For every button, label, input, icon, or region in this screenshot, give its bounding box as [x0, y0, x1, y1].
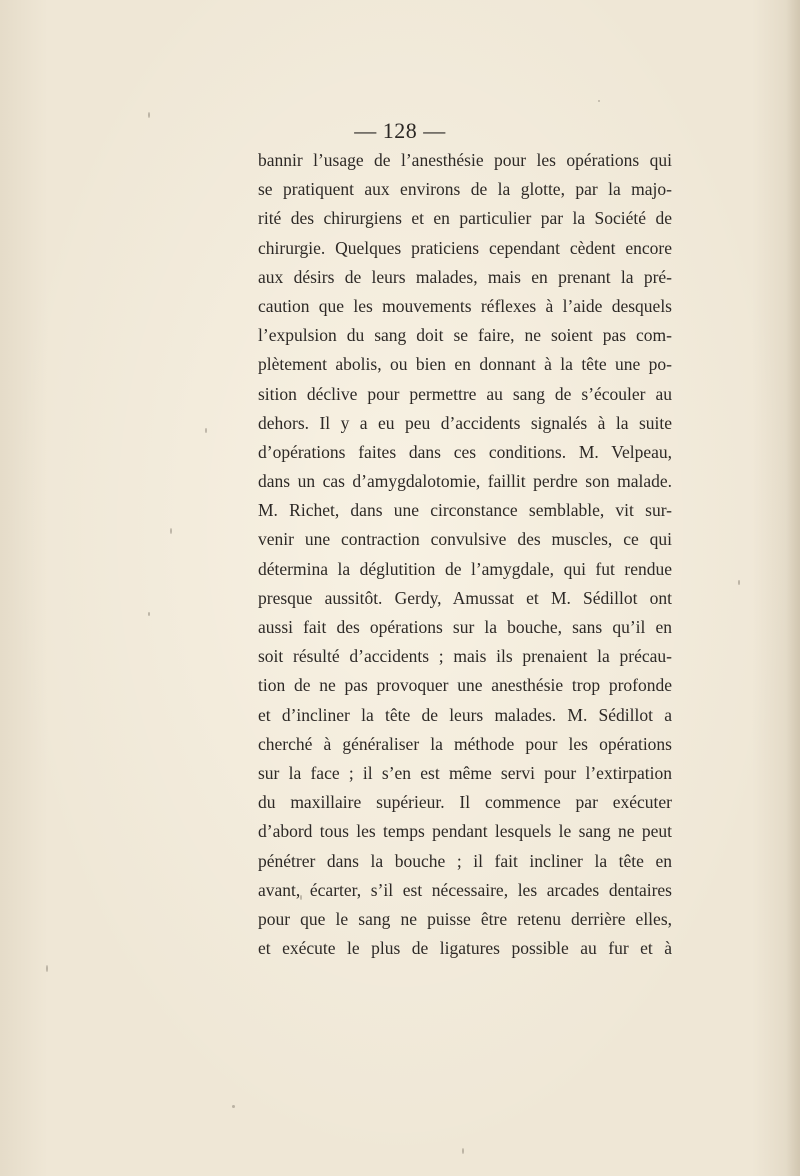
text-line: sition déclive pour permettre au sang de s’écouler au: [258, 383, 672, 404]
paper-speck: [205, 428, 207, 433]
page-number: — 128 —: [354, 118, 446, 143]
text-line: cherché à généraliser la méthode pour les opérations: [258, 733, 672, 754]
text-line: chirurgie. Quelques praticiens cependant cèdent encore: [258, 237, 672, 258]
text-line: se pratiquent aux environs de la glotte, par la majo-: [258, 179, 672, 200]
text-line: d’opérations faites dans ces conditions. M. Velpeau,: [258, 441, 672, 462]
body-text: [258, 146, 672, 963]
text-line: et exécute le plus de ligatures possible au fur et à: [258, 938, 672, 959]
paper-speck: [300, 895, 302, 900]
text-line: venir une contraction convulsive des muscles, ce qui: [258, 529, 672, 550]
paper-speck: [148, 612, 150, 616]
text-line: pénétrer dans la bouche ; il fait incliner la tête en: [258, 850, 672, 871]
text-line: caution que les mouvements réflexes à l’aide desquels: [258, 295, 672, 316]
text-line: dans un cas d’amygdalotomie, faillit perdre son malade.: [258, 471, 672, 492]
paper-speck: [738, 580, 740, 585]
text-line: dehors. Il y a eu peu d’accidents signalés à la suite: [258, 412, 672, 433]
paper-speck: [598, 100, 600, 102]
paper-speck: [232, 1105, 235, 1108]
paper-speck: [46, 965, 48, 972]
text-line: plètement abolis, ou bien en donnant à la tête une po-: [258, 354, 672, 375]
paper-speck: [462, 1148, 464, 1154]
text-line: l’expulsion du sang doit se faire, ne soient pas com-: [258, 325, 672, 346]
paper-speck: [148, 112, 150, 118]
text-line: aux désirs de leurs malades, mais en prenant la pré-: [258, 266, 672, 287]
text-line: presque aussitôt. Gerdy, Amussat et M. Sédillot ont: [258, 587, 672, 608]
text-line: soit résulté d’accidents ; mais ils prenaient la précau-: [258, 646, 672, 667]
text-line: détermina la déglutition de l’amygdale, qui fut rendue: [258, 558, 672, 579]
text-line: tion de ne pas provoquer une anesthésie trop profonde: [258, 675, 672, 696]
paper-speck: [170, 528, 172, 534]
text-line: rité des chirurgiens et en particulier par la Société de: [258, 208, 672, 229]
text-line: d’abord tous les temps pendant lesquels le sang ne peut: [258, 821, 672, 842]
text-line: aussi fait des opérations sur la bouche, sans qu’il en: [258, 617, 672, 637]
text-line: du maxillaire supérieur. Il commence par exécuter: [258, 792, 672, 813]
text-line: sur la face ; il s’en est même servi pour l’extirpation: [258, 762, 672, 783]
text-line: pour que le sang ne puisse être retenu derrière elles,: [258, 908, 672, 929]
paper-speck: [650, 920, 652, 926]
text-line: et d’incliner la tête de leurs malades. M. Sédillot a: [258, 704, 672, 725]
text-line: bannir l’usage de l’anesthésie pour les opérations qui: [258, 150, 672, 170]
text-line: avant, écarter, s’il est nécessaire, les arcades dentaires: [258, 879, 672, 900]
text-line: M. Richet, dans une circonstance semblable, vit sur-: [258, 500, 672, 521]
page-edge-shadow: [786, 0, 800, 1176]
